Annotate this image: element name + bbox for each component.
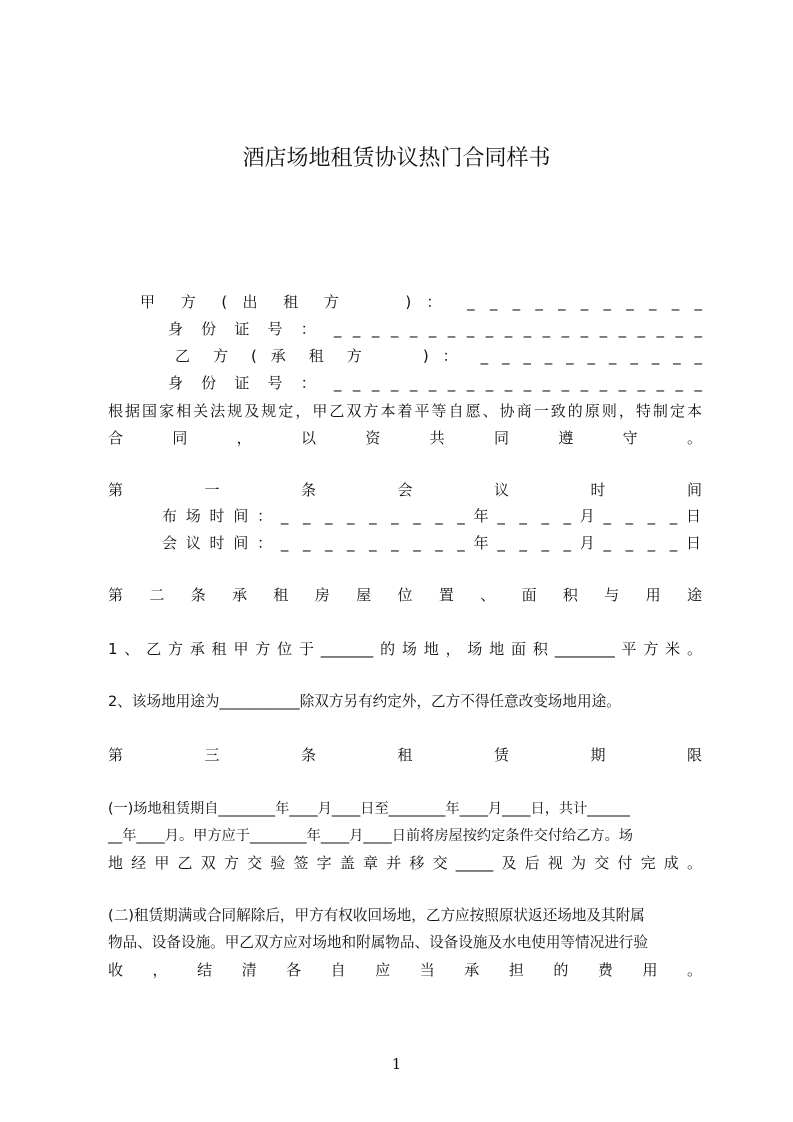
article-2-item-2: 2、该场地用途为___________除双方另有约定外，乙方不得任意改变场地用途。 bbox=[108, 693, 621, 710]
page-number: 1 bbox=[391, 1055, 402, 1073]
party-a-id-line: 身 份 证 号 ： _ _ _ _ _ _ _ _ _ _ _ _ _ _ _ _ _ _ _ _ bbox=[168, 320, 702, 338]
article-3-para-1-line-2: __年____月。甲方应于________年____月____日前将房屋按约定条件交付给乙方。场 bbox=[108, 828, 633, 844]
article-3-para-1-line-1: (一)场地租赁期自________年____月____日至________年____月____日，共计______ bbox=[108, 801, 630, 817]
article-3-para-1-line-3: 地经甲乙双方交验签字盖章并移交_____及后视为交付完成。 bbox=[108, 854, 702, 872]
article-3-para-2-line-1: (二)租赁期满或合同解除后，甲方有权收回场地，乙方应按照原状返还场地及其附属 bbox=[108, 907, 645, 924]
setup-time-line: 布场时间：_ _ _ _ _ _ _ _ _年_ _ _ _月_ _ _ _日 bbox=[162, 507, 702, 525]
intro-line-1: 根据国家相关法规及规定，甲乙双方本着平等自愿、协商一致的原则，特制定本 bbox=[108, 402, 702, 420]
article-2-item-1: 1、乙方承租甲方位于_______的场地，场地面积________平方米。 bbox=[108, 640, 702, 658]
party-b-line: 乙 方 ( 承 租 方 ) ： _ _ _ _ _ _ _ _ _ _ _ bbox=[175, 347, 702, 365]
intro-line-2: 合 同 ， 以 资 共 同 遵 守 。 bbox=[108, 429, 702, 447]
article-3-para-2-line-3: 收 ， 结 清 各 自 应 当 承 担 的 费 用 。 bbox=[108, 961, 702, 979]
article-3-heading: 第 三 条 租 赁 期 限 bbox=[108, 746, 702, 764]
article-1-heading: 第 一 条 会 议 时 间 bbox=[108, 481, 702, 499]
party-b-id-line: 身 份 证 号 ： _ _ _ _ _ _ _ _ _ _ _ _ _ _ _ _ _ _ _ _ bbox=[168, 374, 702, 392]
meeting-time-line: 会议时间：_ _ _ _ _ _ _ _ _年_ _ _ _月_ _ _ _日 bbox=[162, 534, 702, 552]
article-3-para-2-line-2: 物品、设备设施。甲乙双方应对场地和附属物品、设备设施及水电使用等情况进行验 bbox=[108, 934, 648, 951]
document-title: 酒店场地租赁协议热门合同样书 bbox=[242, 146, 551, 171]
article-2-heading: 第 二 条 承 租 房 屋 位 置 、 面 积 与 用 途 bbox=[108, 586, 702, 604]
party-a-line: 甲 方 ( 出 租 方 ) ： _ _ _ _ _ _ _ _ _ _ _ bbox=[140, 293, 702, 311]
